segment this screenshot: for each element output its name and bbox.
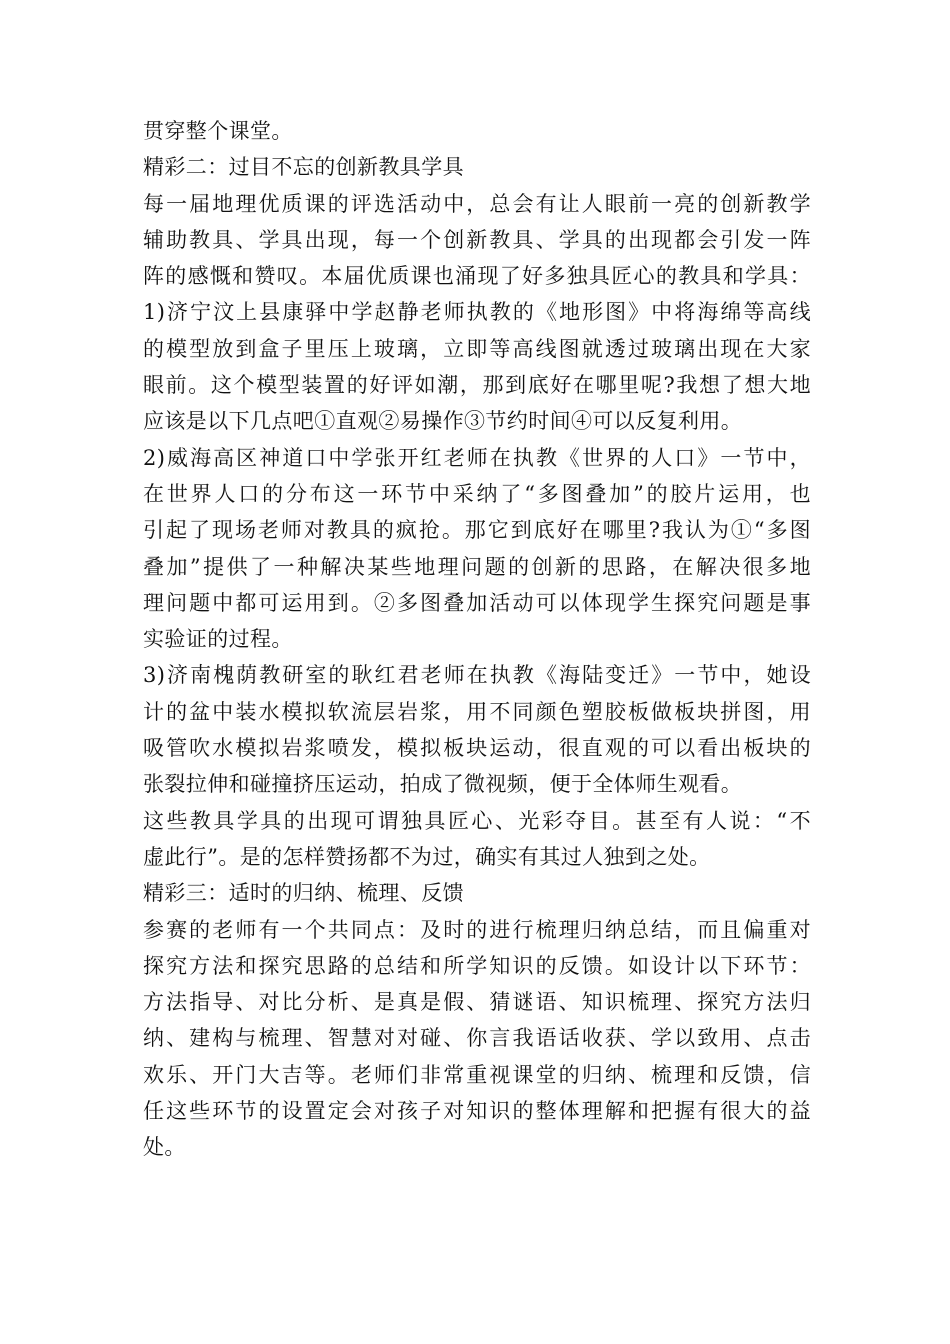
text-line: 叠加”提供了一种解决某些地理问题的创新的思路，在解决很多地	[143, 554, 811, 579]
text-line: 眼前。这个模型装置的好评如潮，那到底好在哪里呢?我想了想大地	[143, 373, 811, 398]
text-line: 3)济南槐荫教研室的耿红君老师在执教《海陆变迁》一节中，她设	[143, 663, 811, 688]
text-line: 欢乐、开门大吉等。老师们非常重视课堂的归纳、梳理和反馈，信	[143, 1062, 811, 1087]
text-line: 任这些环节的设置定会对孩子对知识的整体理解和把握有很大的益	[143, 1099, 811, 1124]
text-line: 计的盆中装水模拟软流层岩浆，用不同颜色塑胶板做板块拼图，用	[143, 699, 811, 724]
document-body	[143, 113, 811, 1166]
text-line: 应该是以下几点吧①直观②易操作③节约时间④可以反复利用。	[143, 409, 743, 434]
text-line: 理问题中都可运用到。②多图叠加活动可以体现学生探究问题是事	[143, 590, 811, 615]
text-line: 辅助教具、学具出现，每一个创新教具、学具的出现都会引发一阵	[143, 227, 811, 252]
text-line: 张裂拉伸和碰撞挤压运动，拍成了微视频，便于全体师生观看。	[143, 772, 743, 797]
text-line: 阵的感慨和赞叹。本届优质课也涌现了好多独具匠心的教具和学具：	[143, 264, 811, 289]
text-line: 在世界人口的分布这一环节中采纳了“多图叠加”的胶片运用，也	[143, 481, 811, 506]
text-line: 每一届地理优质课的评选活动中，总会有让人眼前一亮的创新教学	[143, 191, 811, 216]
text-line: 虚此行”。是的怎样赞扬都不为过，确实有其过人独到之处。	[143, 844, 711, 869]
text-line: 的模型放到盒子里压上玻璃，立即等高线图就透过玻璃出现在大家	[143, 336, 811, 361]
text-line: 吸管吹水模拟岩浆喷发，模拟板块运动，很直观的可以看出板块的	[143, 736, 811, 761]
text-line: 这些教具学具的出现可谓独具匠心、光彩夺目。甚至有人说：“不	[143, 808, 811, 833]
section-heading: 精彩二：过目不忘的创新教具学具	[143, 155, 464, 180]
text-line: 参赛的老师有一个共同点：及时的进行梳理归纳总结，而且偏重对	[143, 917, 811, 942]
text-line: 纳、建构与梳理、智慧对对碰、你言我语话收获、学以致用、点击	[143, 1026, 811, 1051]
text-line: 处。	[143, 1135, 186, 1160]
text-line: 贯穿整个课堂。	[143, 119, 293, 143]
text-line: 2)威海高区神道口中学张开红老师在执教《世界的人口》一节中，	[143, 445, 811, 470]
text-line: 实验证的过程。	[143, 627, 293, 652]
text-line: 引起了现场老师对教具的疯抢。那它到底好在哪里?我认为①“多图	[143, 518, 811, 543]
text-line: 方法指导、对比分析、是真是假、猜谜语、知识梳理、探究方法归	[143, 990, 811, 1015]
section-heading: 精彩三：适时的归纳、梳理、反馈	[143, 881, 464, 906]
text-line: 1)济宁汶上县康驿中学赵静老师执教的《地形图》中将海绵等高线	[143, 300, 811, 325]
text-line: 探究方法和探究思路的总结和所学知识的反馈。如设计以下环节：	[143, 953, 811, 978]
